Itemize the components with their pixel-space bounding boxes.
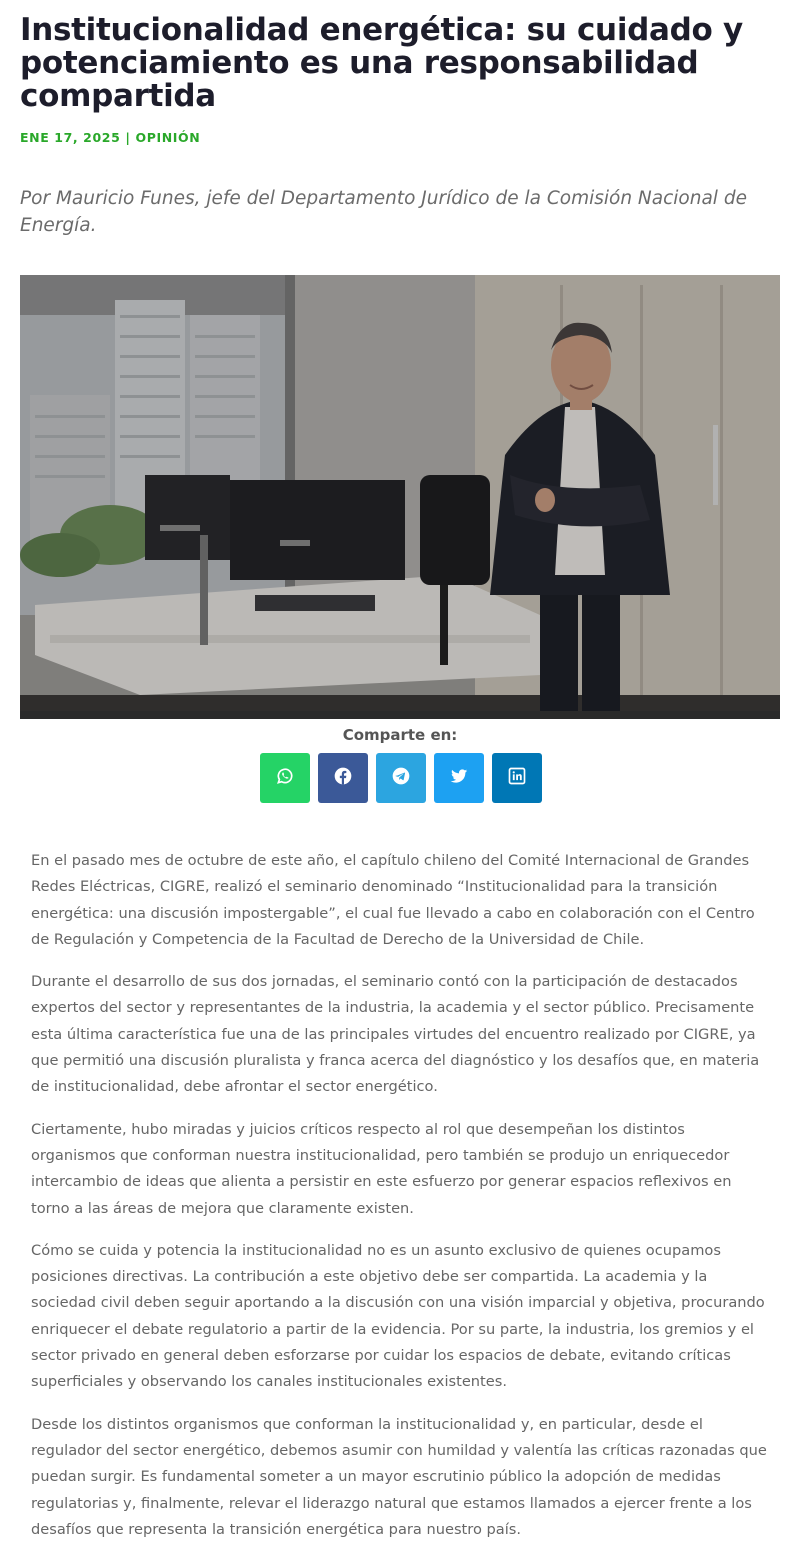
post-date: ENE 17, 2025 — [20, 130, 121, 145]
share-telegram-button[interactable] — [376, 753, 426, 803]
article-byline: Por Mauricio Funes, jefe del Departamento Jurídico de la Comisión Nacional de Energía. — [20, 188, 747, 236]
share-facebook-button[interactable] — [318, 753, 368, 803]
share-buttons — [260, 753, 542, 803]
post-category-link[interactable]: OPINIÓN — [135, 130, 201, 145]
post-meta — [20, 130, 200, 145]
facebook-icon — [333, 766, 353, 790]
twitter-icon — [449, 766, 469, 790]
whatsapp-icon — [275, 766, 295, 790]
body-paragraph: En el pasado mes de octubre de este año, el capítulo chileno del Comité Internacional de Grandes Redes Eléctricas, CIGRE, realizó el seminario denominado “Institucionalidad para la transición energética: una discusión impostergable”, el cual fue llevado a cabo en colaboración con el Centro de Regulación y Competencia de la Facultad de Derecho de la Universidad de Chile. — [31, 852, 755, 948]
telegram-icon — [391, 766, 411, 790]
body-paragraph: Desde los distintos organismos que conforman la institucionalidad y, en particular, desde el regulador del sector energético, debemos asumir con humildad y valentía las críticas razonadas que puedan surgir. Es fundamental someter a un mayor escrutinio público la adopción de medidas regulatorias y, finalmente, relevar el liderazgo natural que estamos llamados a ejercer frente a los desafíos que representa la transición energética para nuestro país. — [31, 1415, 767, 1538]
article-title: Institucionalidad energética: su cuidado y potenciamiento es una responsabilidad compartida — [20, 12, 743, 114]
meta-separator: | — [120, 130, 136, 145]
body-paragraph: Cómo se cuida y potencia la institucionalidad no es un asunto exclusivo de quienes ocupamos posiciones directivas. La contribución a este objetivo debe ser compartida. La academia y la sociedad civil deben seguir aportando a la discusión con una visión imparcial y objetiva, procurando enriquecer el debate regulatorio a partir de la evidencia. Por su parte, la industria, los gremios y el sector privado en general deben esforzarse por cuidar los espacios de debate, evitando críticas superficiales y observando los canales institucionales existentes. — [31, 1241, 765, 1391]
share-twitter-button[interactable] — [434, 753, 484, 803]
article-body — [31, 848, 771, 1559]
share-whatsapp-button[interactable] — [260, 753, 310, 803]
body-paragraph: Durante el desarrollo de sus dos jornadas, el seminario contó con la participación de destacados expertos del sector y representantes de la industria, la academia y el sector público. Precisamente esta última característica fue una de las principales virtudes del encuentro realizado por CIGRE, ya que permitió una discusión pluralista y franca acerca del diagnóstico y los desafíos que, en materia de institucionalidad, debe afrontar el sector energético. — [31, 973, 760, 1096]
share-label: Comparte en: — [342, 726, 458, 744]
linkedin-icon — [507, 766, 527, 790]
featured-image — [20, 275, 780, 719]
body-paragraph: Ciertamente, hubo miradas y juicios críticos respecto al rol que desempeñan los distintos organismos que conforman nuestra institucionalidad, pero también se produjo un enriquecedor intercambio de ideas que alienta a persistir en este esfuerzo por generar espacios reflexivos en torno a las áreas de mejora que claramente existen. — [31, 1120, 732, 1217]
share-linkedin-button[interactable] — [492, 753, 542, 803]
